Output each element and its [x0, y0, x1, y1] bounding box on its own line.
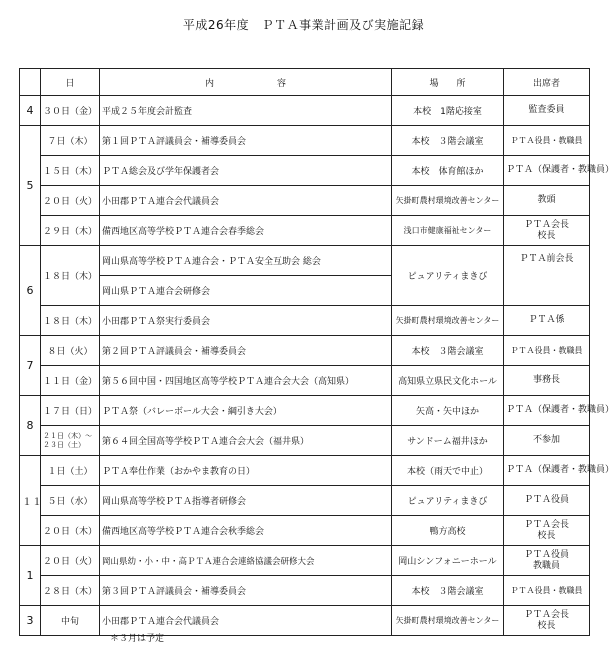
day-cell: １８日（木）: [41, 246, 100, 306]
content-cell: 第３回ＰＴＡ評議員会・補導委員会: [100, 576, 392, 606]
footnote: ＊３月は予定: [110, 634, 165, 644]
header-place: 場 所: [392, 69, 504, 96]
content-cell: 第６４回全国高等学校ＰＴＡ連合会大会（福井県）: [100, 426, 392, 456]
attendees-cell: ＰＴＡ役員・教職員: [504, 576, 590, 606]
place-cell: 浅口市健康福祉センター: [392, 216, 504, 246]
table-row: [20, 396, 590, 426]
day-cell: ２９日（木）: [41, 216, 100, 246]
place-cell: 高知県立県民文化ホール: [392, 366, 504, 396]
place-cell: 矢掛町農村環境改善センター: [392, 306, 504, 336]
attendees-cell: ＰＴＡ役員・教職員: [504, 126, 590, 156]
content-cell: 第５６回中国・四国地区高等学校ＰＴＡ連合会大会（高知県）: [100, 366, 392, 396]
attendees-cell: ＰＴＡ係: [504, 306, 590, 336]
place-cell: 本校 ３階会議室: [392, 126, 504, 156]
content-cell: 平成２５年度会計監査: [100, 96, 392, 126]
place-cell: サンドーム福井ほか: [392, 426, 504, 456]
day-cell: １７日（日）: [41, 396, 100, 426]
table-row: [20, 456, 590, 486]
attendees-cell: 監査委員: [504, 96, 590, 126]
header-month: [20, 69, 41, 96]
attendees-cell: ＰＴＡ会長 校長: [504, 216, 590, 246]
content-cell: ＰＴＡ祭（バレーボール大会・綱引き大会）: [100, 396, 392, 426]
place-cell: 本校 1階応接室: [392, 96, 504, 126]
header-day: 日: [41, 69, 100, 96]
day-cell: 中旬: [41, 606, 100, 636]
attendees-cell: 不参加: [504, 426, 590, 456]
day-cell: ２０日（火）: [41, 546, 100, 576]
table-row: [20, 486, 590, 516]
day-cell: ５日（水）: [41, 486, 100, 516]
table-row: [20, 126, 590, 156]
table-row: [20, 516, 590, 546]
month-cell: 4: [20, 96, 41, 126]
place-cell: ピュアリティまきび: [392, 486, 504, 516]
content-cell: 岡山県ＰＴＡ連合会研修会: [100, 276, 392, 306]
attendees-cell: ＰＴＡ会長 校長: [504, 606, 590, 636]
content-cell: 岡山県幼・小・中・高ＰＴＡ連合会連絡協議会研修大会: [100, 546, 392, 576]
plan-table: [19, 68, 614, 636]
place-cell: 本校 体育館ほか: [392, 156, 504, 186]
content-cell: 岡山県高等学校ＰＴＡ指導者研修会: [100, 486, 392, 516]
day-cell: １１日（金）: [41, 366, 100, 396]
month-cell: 5: [20, 126, 41, 246]
content-cell: 岡山県高等学校ＰＴＡ連合会・ＰＴＡ安全互助会 総会: [100, 246, 392, 276]
attendees-cell: ＰＴＡ（保護者・教職員）: [504, 396, 590, 426]
content-cell: 備西地区高等学校ＰＴＡ連合会秋季総会: [100, 516, 392, 546]
page-title: 平成26年度 ＰＴＡ事業計画及び実施記録: [182, 18, 425, 32]
month-cell: 3: [20, 606, 41, 636]
attendees-cell: ＰＴＡ役員: [504, 486, 590, 516]
place-cell: 矢掛町農村環境改善センター: [392, 186, 504, 216]
attendees-cell: ＰＴＡ（保護者・教職員）: [504, 456, 590, 486]
month-cell: 7: [20, 336, 41, 396]
table-row: [20, 336, 590, 366]
place-cell: 本校 ３階会議室: [392, 336, 504, 366]
day-cell: ２０日（木）: [41, 516, 100, 546]
table-row: [20, 186, 590, 216]
attendees-cell: ＰＴＡ役員 教職員: [504, 546, 590, 576]
place-cell: 矢高・矢中ほか: [392, 396, 504, 426]
attendees-cell: ＰＴＡ会長 校長: [504, 516, 590, 546]
attendees-cell: ＰＴＡ前会長: [504, 246, 590, 306]
place-cell: 本校（雨天で中止）: [392, 456, 504, 486]
month-cell: 1: [20, 546, 41, 606]
place-cell: 鴨方高校: [392, 516, 504, 546]
place-cell: 矢掛町農村環境改善センター: [392, 606, 504, 636]
table-row: [20, 246, 590, 276]
content-cell: 第１回ＰＴＡ評議員会・補導委員会: [100, 126, 392, 156]
day-cell: １日（土）: [41, 456, 100, 486]
attendees-cell: 教頭: [504, 186, 590, 216]
table-row: [20, 216, 590, 246]
month-cell: 8: [20, 396, 41, 456]
month-cell: 6: [20, 246, 41, 336]
attendees-cell: ＰＴＡ（保護者・教職員）: [504, 156, 590, 186]
attendees-cell: ＰＴＡ役員・教職員: [504, 336, 590, 366]
month-cell: １１: [20, 456, 41, 546]
table-row: [20, 546, 590, 576]
header-attendees: 出席者: [504, 69, 590, 96]
day-cell: ８日（火）: [41, 336, 100, 366]
content-cell: ＰＴＡ奉仕作業（おかやま教育の日）: [100, 456, 392, 486]
content-cell: 第２回ＰＴＡ評議員会・補導委員会: [100, 336, 392, 366]
day-cell: ７日（木）: [41, 126, 100, 156]
table-header: [20, 69, 590, 96]
header-content: 内 容: [100, 69, 392, 96]
table-row: [20, 606, 590, 636]
table-row: [20, 306, 590, 336]
table-row: [20, 426, 590, 456]
place-cell: ピュアリティまきび: [392, 246, 504, 306]
day-cell: １８日（木）: [41, 306, 100, 336]
content-cell: 備西地区高等学校ＰＴＡ連合会春季総会: [100, 216, 392, 246]
attendees-cell: 事務長: [504, 366, 590, 396]
content-cell: ＰＴＡ総会及び学年保護者会: [100, 156, 392, 186]
table-row: [20, 156, 590, 186]
day-cell: ２８日（木）: [41, 576, 100, 606]
day-cell: ２１日（木）～ ２３日（土）: [41, 426, 100, 456]
place-cell: 本校 ３階会議室: [392, 576, 504, 606]
content-cell: 小田郡ＰＴＡ連合会代議員会: [100, 186, 392, 216]
day-cell: １５日（木）: [41, 156, 100, 186]
content-cell: 小田郡ＰＴＡ祭実行委員会: [100, 306, 392, 336]
table-row: [20, 366, 590, 396]
day-cell: ２０日（火）: [41, 186, 100, 216]
place-cell: 岡山シンフォニーホール: [392, 546, 504, 576]
table-row: [20, 96, 590, 126]
day-cell: ３０日（金）: [41, 96, 100, 126]
content-cell: 小田郡ＰＴＡ連合会代議員会: [100, 606, 392, 636]
table-row: [20, 576, 590, 606]
